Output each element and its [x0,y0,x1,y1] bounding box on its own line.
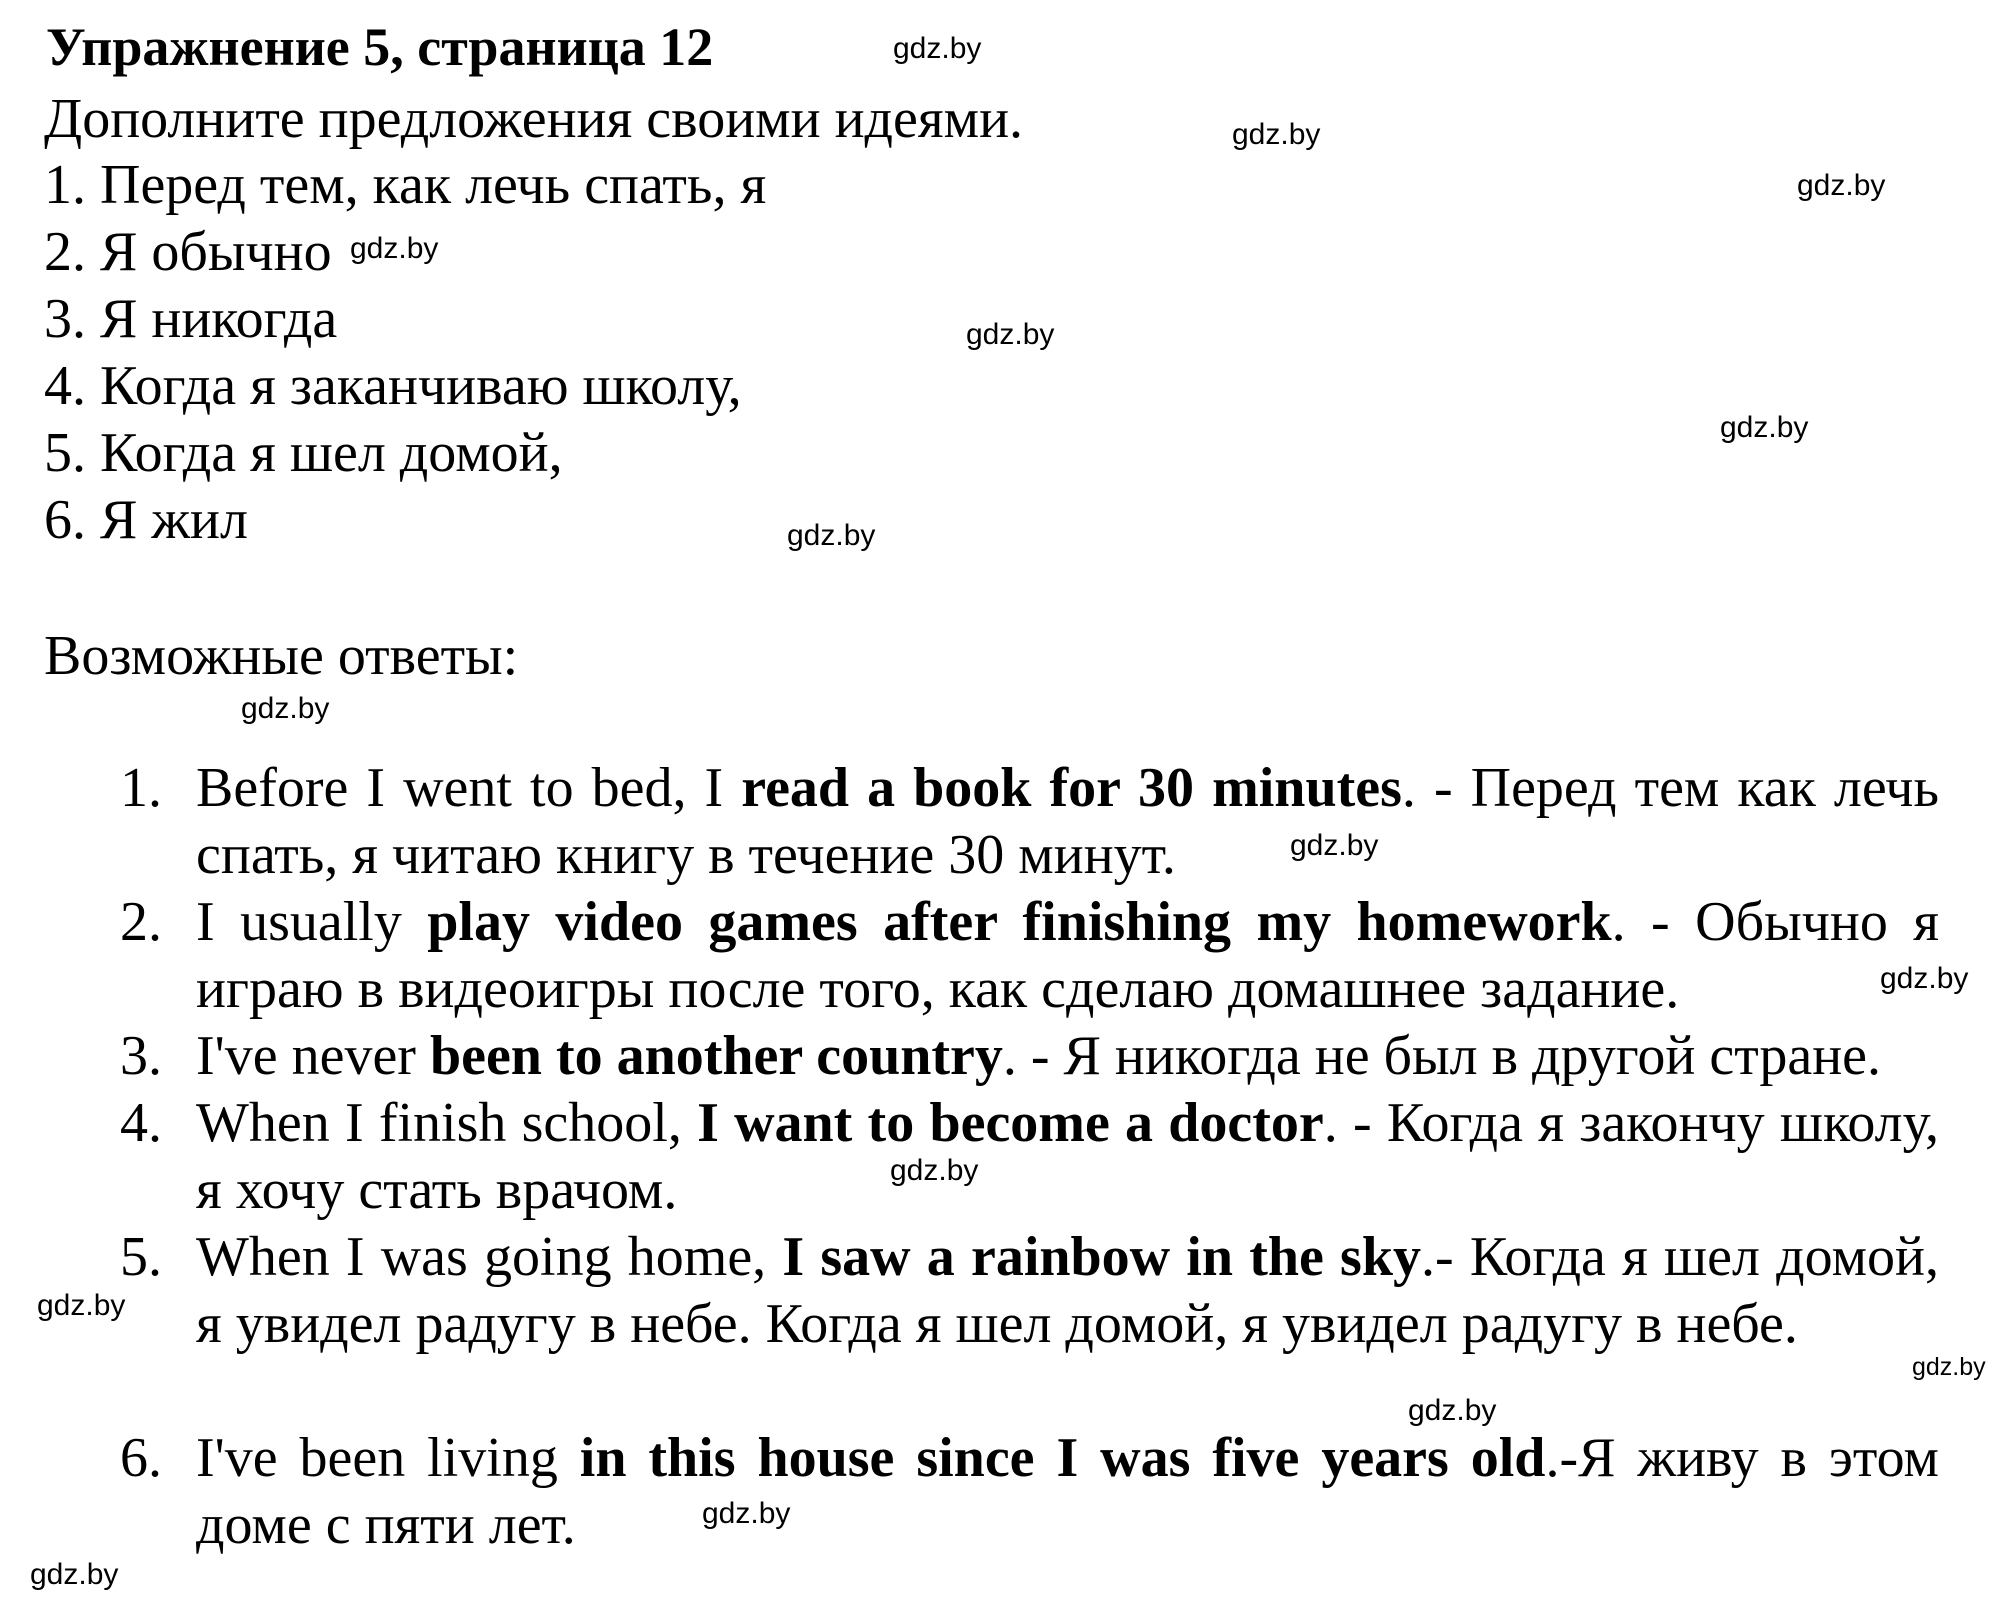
answer-translation: . - Перед тем как лечь спать, я читаю книгу в течение 30 минут. [196,757,1939,886]
answer-translation: . - Обычно я играю в видеоигры после того, как сделаю домашнее задание. [196,891,1939,1020]
answer-english-start: I've been living [196,1427,580,1489]
prompt-line-6: 6. Я жил [44,489,248,551]
prompt-line-4: 4. Когда я заканчиваю школу, [44,355,742,417]
answer-item-1 [0,755,1939,889]
watermark: gdz.by [1408,1394,1497,1427]
answer-item-3 [0,1023,1939,1090]
answer-english-start: When I finish school, [196,1092,698,1154]
watermark: gdz.by [1880,962,1969,995]
answer-bold-phrase: been to another country [429,1025,1003,1087]
answer-bold-phrase: I want to become a doctor [697,1092,1324,1154]
answer-item-6 [0,1425,1939,1559]
answer-number: 4. [120,1092,162,1154]
watermark: gdz.by [350,232,439,265]
exercise-title: Упражнение 5, страница 12 [46,17,714,77]
answer-number: 5. [120,1226,162,1288]
answer-item-5 [0,1224,1939,1425]
answer-number: 3. [120,1025,162,1087]
watermark: gdz.by [702,1497,791,1530]
answer-translation: . - Когда я закончу школу, я хочу стать врачом. [196,1092,1940,1221]
watermark: gdz.by [30,1558,119,1591]
answer-bold-phrase: play video games after finishing my homework [427,891,1612,953]
answers-heading: Возможные ответы: [44,625,519,687]
instruction-text: Дополните предложения своими идеями. [44,88,1024,150]
answer-english-start: When I was going home, [196,1226,783,1288]
watermark: gdz.by [1720,411,1809,444]
prompt-line-3: 3. Я никогда [44,288,338,350]
watermark: gdz.by [893,32,982,65]
answer-translation: .-Я живу в этом доме с пяти лет. [196,1427,1939,1556]
watermark: gdz.by [1290,829,1379,862]
answer-translation: . - Я никогда не был в другой стране. [1002,1025,1882,1087]
answer-english-start: Before I went to bed, I [196,757,742,819]
answers-list [0,755,2011,1559]
watermark: gdz.by [37,1289,126,1322]
prompt-line-5: 5. Когда я шел домой, [44,422,563,484]
answer-translation: .- Когда я шел домой, я увидел радугу в небе. Когда я шел домой, я увидел радугу в небе. [196,1226,1939,1355]
answer-bold-phrase: in this house since I was five years old [579,1427,1546,1489]
watermark: gdz.by [787,519,876,552]
watermark: gdz.by [1232,118,1321,151]
prompt-line-2: 2. Я обычно [44,221,332,283]
answer-english-start: I usually [196,891,428,953]
answer-number: 6. [120,1427,162,1489]
answer-bold-phrase: read a book for 30 minutes [741,757,1402,819]
watermark: gdz.by [890,1154,979,1187]
watermark: gdz.by [966,318,1055,351]
answer-bold-phrase: I saw a rainbow in the sky [782,1226,1421,1288]
answer-item-2 [0,889,1939,1023]
watermark: gdz.by [241,692,330,725]
answer-number: 1. [120,757,162,819]
watermark: gdz.by [1797,169,1886,202]
answer-english-start: I've never [196,1025,430,1087]
prompt-line-1: 1. Перед тем, как лечь спать, я [44,154,767,216]
watermark: gdz.by [1912,1353,1986,1381]
answer-number: 2. [120,891,162,953]
